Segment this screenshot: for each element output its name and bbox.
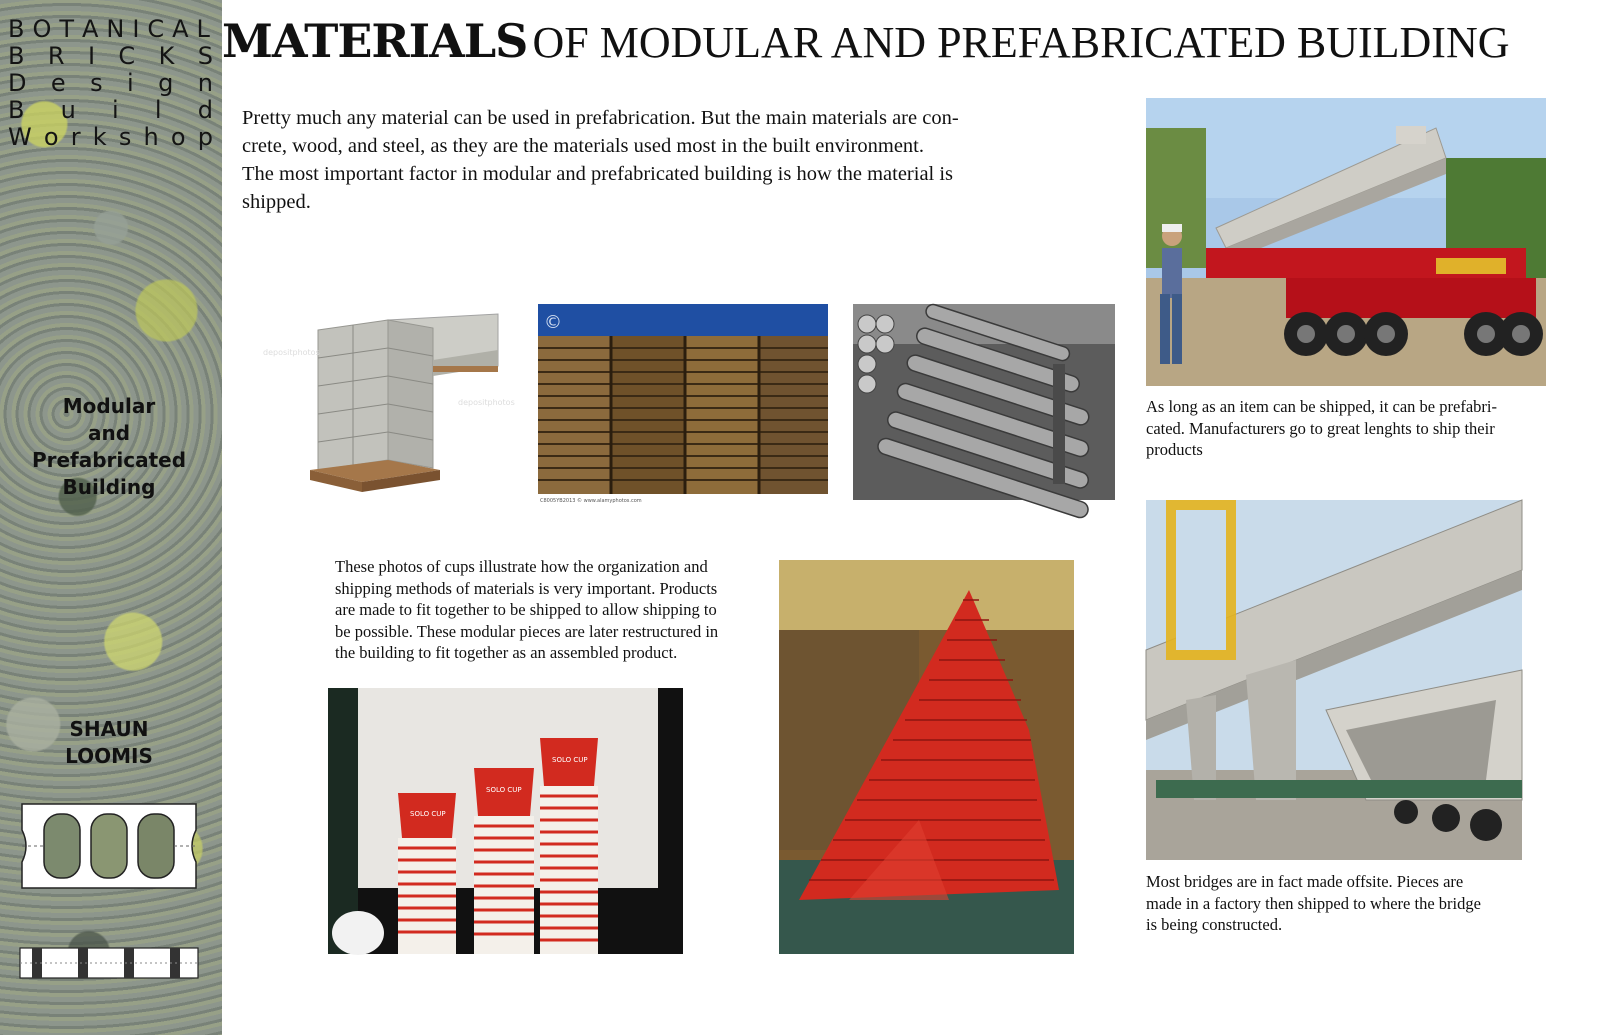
steel-pipes-photo [853,304,1115,500]
concrete-blocks-photo [258,300,515,510]
brand-line-design: D e s i g n [8,69,213,97]
intro-paragraph: Pretty much any material can be used in prefabrication. But the main materials are con- crete, wood, and steel, as they are the materials used most in the built environment. The most important factor in modular and prefabricated building is how the material is shipped. [242,107,959,213]
brand-line-build: B u i l d [8,96,213,124]
brick-row-icon [18,942,200,982]
project-title: Modular and Prefabricated Building [31,394,187,499]
cups-caption: These photos of cups illustrate how the organization and shipping methods of materials is very important. Products are made to fit together to be shipped to allow shipping to be possible. These modular pieces are later restructured in the building to fit together as an assembled product. [335,557,719,662]
cup-pyramid-photo [779,560,1074,954]
sidebar-lichen-panel [0,0,222,1035]
truck-caption: As long as an item can be shipped, it can be prefabri- cated. Manufacturers go to great lenghts to ship their products [1146,397,1497,459]
brand-line-bricks: B R I C K S [8,42,213,70]
brand-line-botanical: B O T A N I C A L [8,15,213,43]
bridge-caption: Most bridges are in fact made offsite. Pieces are made in a factory then shipped to where the bridge is being constructed. [1146,872,1481,934]
bridge-segments-photo [1146,500,1522,860]
cup-brand-text: SOLO CUP [486,786,522,794]
cup-stacks-photo [328,688,683,954]
watermark-text: depositphotos [263,348,320,357]
author-name: SHAUN LOOMIS [65,717,153,768]
beam-truck-photo [1146,98,1546,386]
page-title-strong: MATERIALS [222,14,528,68]
watermark-text: depositphotos [458,398,515,407]
wood-pallets-photo [538,304,828,504]
cup-brand-text: SOLO CUP [552,756,588,764]
brand-line-workshop: W o r k s h o p [8,123,213,151]
page-title [222,14,1510,68]
brick-plan-icon [18,800,200,892]
cup-brand-text: SOLO CUP [410,810,446,818]
brand-wordmark [8,16,213,151]
page-title-rest: OF MODULAR AND PREFABRICATED BUILDING [532,18,1510,67]
photo-credit: C8005YB2013 © www.alamyphotos.com [540,498,642,504]
copyright-mark: © [544,312,562,333]
